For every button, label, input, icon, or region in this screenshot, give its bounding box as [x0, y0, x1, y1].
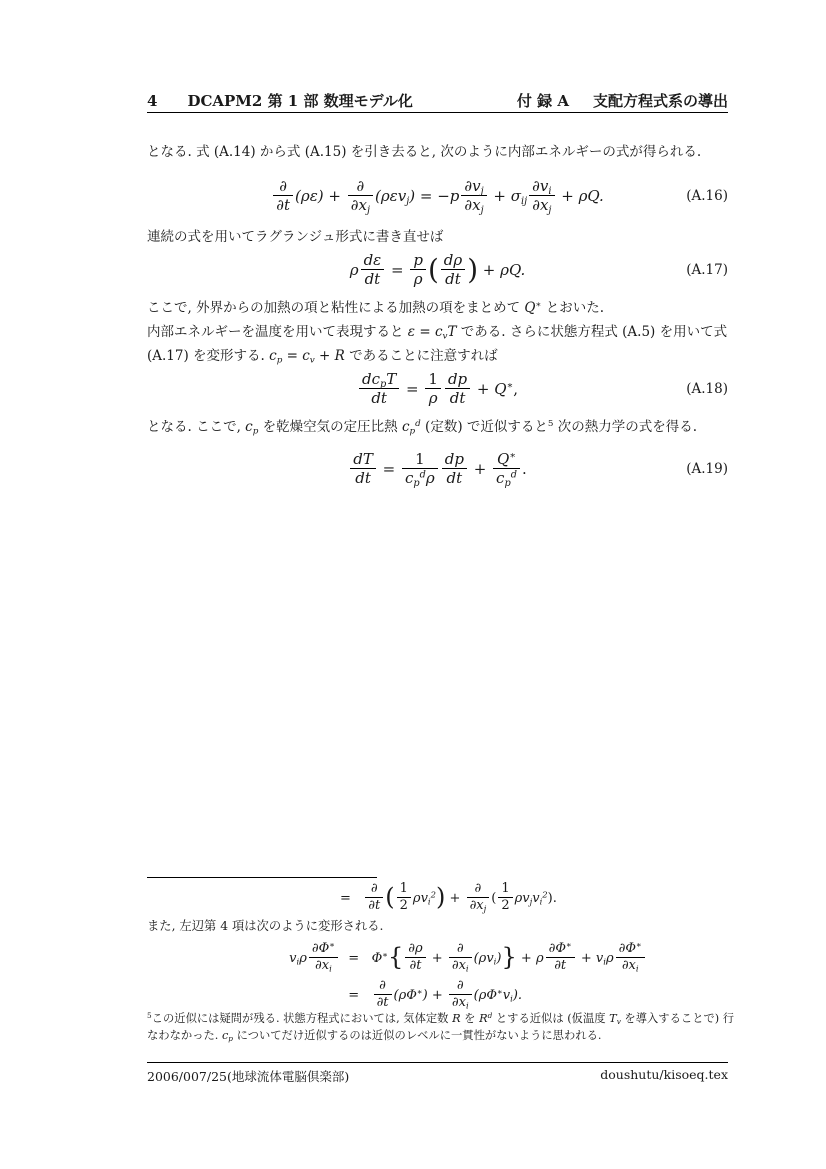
equation-number-a16: (A.16): [686, 188, 728, 204]
math-token: $\partial x_i$: [315, 958, 332, 974]
fraction: [405, 942, 425, 973]
math-token: p: [413, 251, 423, 270]
math-token: ∂t: [368, 898, 381, 913]
equation-a18: [147, 367, 728, 411]
math-token: を導入することで) 行: [620, 1012, 735, 1025]
math-token: $\partial v_j$: [464, 177, 484, 198]
math-token: ∂: [379, 978, 386, 994]
math-token: である. さらに状態方程式 (A.5) を用いて式: [456, 324, 728, 340]
math-token: dt: [371, 389, 387, 407]
footer-rule: [147, 1062, 728, 1063]
math-token: =: [282, 348, 303, 364]
fraction: [397, 882, 411, 913]
fraction: [442, 451, 467, 487]
math-token: (: [491, 890, 497, 906]
math-token: ρ: [425, 469, 435, 487]
math-token: となる. ここで,: [147, 419, 246, 435]
math-token: ∂: [456, 978, 464, 994]
math-token: (ρΦ∗: [473, 985, 503, 1003]
equation-number-a17: (A.17): [686, 262, 728, 278]
math-token: (ρεv$_j$: [374, 187, 410, 207]
header-rule: [147, 112, 728, 113]
math-token: Φ∗: [371, 948, 388, 966]
math-token: ∂ρ: [408, 941, 423, 957]
math-token: ∂t: [376, 995, 389, 1010]
math-token: +: [323, 187, 346, 205]
math-token: dt: [445, 270, 461, 288]
math-token: $c_p$: [269, 348, 283, 366]
equation-number-a18: (A.18): [686, 381, 728, 397]
fraction: [359, 371, 399, 407]
math-token: +: [468, 460, 492, 478]
math-token: $c_v$: [302, 348, 315, 366]
math-token: についてだけ近似するのは近似のレベルに一貫性がないように思われる.: [233, 1029, 602, 1042]
footnote-derivation-row-2: [147, 977, 728, 1013]
math-token: +: [576, 950, 596, 966]
math-token: ∂: [356, 177, 365, 196]
fraction: [441, 252, 465, 288]
math-token: (A.17) を変形する.: [147, 348, 270, 364]
fraction: [410, 252, 426, 288]
math-token: $v_i$: [502, 987, 513, 1004]
math-token: dT: [353, 450, 373, 469]
math-token: $v_i$: [595, 950, 606, 967]
math-token: +: [556, 187, 579, 205]
math-token: $c_p$: [221, 1029, 233, 1044]
footnote-derivation-rhs-2: [340, 979, 522, 1010]
math-token: $v_i$: [289, 950, 300, 967]
math-token: を: [460, 1012, 480, 1025]
math-token: (: [385, 883, 395, 912]
math-token: (ρε): [295, 187, 324, 205]
math-token: Q∗: [497, 450, 516, 469]
header-right: [517, 90, 728, 111]
math-token: $\partial v_i$: [532, 177, 552, 198]
math-token: ∂Φ∗: [311, 939, 335, 957]
math-token: 5: [147, 1010, 152, 1020]
math-token: ∂: [370, 881, 378, 897]
appendix-label: 付 録 A: [516, 92, 569, 110]
math-token: $\partial x_j$: [469, 898, 487, 914]
fraction: [348, 178, 373, 214]
footnote-rule: [147, 877, 377, 878]
math-token: ).: [547, 890, 557, 906]
paragraph-dry-air: [147, 417, 728, 437]
math-token: なわなかった.: [147, 1029, 222, 1042]
math-token: $v_i^2$: [532, 888, 548, 907]
equation-a19-body: [348, 451, 526, 487]
math-token: 内部エネルギーを温度を用いて表現すると: [147, 324, 408, 340]
fraction: [467, 882, 490, 913]
math-token: ): [409, 187, 416, 205]
math-token: dt: [449, 389, 466, 407]
math-token: $c_p^d$: [404, 469, 426, 489]
fraction: [273, 178, 293, 214]
math-token: この近似には疑問が残る. 状態方程式においては, 気体定数: [151, 1012, 453, 1025]
math-token: $\partial x_i$: [451, 958, 469, 974]
math-token: $c_p^d$: [401, 419, 421, 437]
paragraph-internal-energy: [147, 322, 728, 342]
math-token: ρ: [428, 389, 438, 407]
math-token: 1: [415, 450, 425, 469]
math-token: ): [496, 950, 502, 966]
math-token: 連続の式を用いてラグランジュ形式に書き直せば: [147, 229, 444, 245]
math-token: $\partial x_j$: [532, 196, 552, 216]
equation-a18-body: [357, 371, 518, 407]
math-token: を乾燥空気の定圧比熱: [258, 419, 402, 435]
math-token: Q∗: [524, 300, 542, 316]
math-token: $dc_p$: [362, 370, 387, 391]
math-token: dt: [446, 469, 463, 487]
math-token: ∂: [474, 881, 482, 897]
math-token: (: [427, 252, 439, 286]
math-token: dε: [363, 251, 382, 270]
math-token: ∂t: [554, 958, 567, 973]
math-token: −p: [437, 187, 460, 205]
equation-a17: [147, 245, 728, 295]
math-token: ε: [407, 324, 416, 340]
fraction: [445, 371, 470, 407]
math-token: とおいた.: [541, 300, 605, 316]
fraction: [309, 939, 338, 974]
math-token: =: [415, 187, 438, 205]
math-token: +: [488, 187, 511, 205]
math-token: 2: [501, 898, 510, 913]
appendix-title: 支配方程式系の導出: [592, 92, 728, 110]
math-token: ρ: [605, 950, 614, 966]
math-token: $\sigma_{ij}$: [510, 187, 528, 207]
math-token: ∂: [456, 941, 464, 957]
fraction: [493, 451, 520, 487]
math-token: ∂Φ∗: [548, 939, 572, 957]
math-token: $c_p^d$: [496, 469, 517, 489]
footnote-derivation-row-1: [147, 936, 728, 980]
paragraph-qstar: [147, 298, 728, 318]
fraction: [616, 939, 645, 974]
math-token: ρQ.: [500, 261, 526, 279]
math-token: ρ: [535, 950, 544, 966]
math-token: =: [401, 380, 424, 398]
page-footer: [147, 1067, 728, 1085]
math-token: ∂t: [276, 196, 291, 214]
math-token: +: [445, 890, 465, 906]
footnote-5-line-2: [147, 1027, 728, 1043]
page-number: 4: [147, 92, 158, 110]
math-token: 次の熱力学の式を得る.: [553, 419, 698, 435]
fraction: [361, 252, 385, 288]
math-token: +: [427, 987, 447, 1003]
math-token: ,: [513, 380, 518, 398]
fraction: [425, 371, 441, 407]
footer-date: 2006/007/25(地球流体電脳倶楽部): [147, 1069, 350, 1084]
equation-a17-body: [350, 252, 526, 288]
math-token: Q∗: [494, 380, 514, 398]
math-token: +: [427, 950, 447, 966]
math-token: =: [386, 261, 409, 279]
math-token: 2: [399, 898, 408, 913]
math-token: 1: [501, 881, 510, 897]
math-token: ρ: [349, 261, 359, 279]
math-token: ): [467, 252, 479, 286]
footnote-derivation-lhs: [147, 939, 340, 974]
math-token: =: [340, 950, 372, 966]
math-token: また, 左辺第 4 項は次のように変形される.: [147, 919, 384, 933]
math-token: ρ: [413, 270, 423, 288]
math-token: ρQ.: [578, 187, 604, 205]
footnote-5-line-1: [147, 1010, 735, 1027]
paragraph-cp-note: [147, 346, 728, 366]
math-token: {: [387, 943, 404, 972]
math-token: ).: [512, 987, 523, 1003]
math-token: +: [472, 380, 495, 398]
fraction: [498, 882, 512, 913]
math-token: 1: [428, 370, 438, 389]
math-token: $\rho v_i^2$: [412, 888, 436, 907]
equation-a19: [147, 443, 728, 495]
math-token: +: [516, 950, 536, 966]
math-token: +: [314, 348, 335, 364]
math-token: ∂t: [409, 958, 422, 973]
math-token: $\partial x_j$: [464, 196, 484, 216]
math-token: 1: [399, 881, 408, 897]
header-left: [147, 90, 413, 111]
paragraph-intro: [147, 142, 728, 162]
math-token: $\rho v_j$: [514, 890, 533, 907]
math-token: +: [478, 261, 501, 279]
footnote-derivation-rhs-1: [340, 939, 647, 974]
math-token: T: [386, 370, 397, 389]
math-token: dρ: [443, 251, 463, 270]
math-token: ($\rho v_i$: [473, 950, 497, 967]
math-token: であることに注意すれば: [344, 348, 498, 364]
math-token: ): [436, 883, 446, 912]
fraction: [449, 979, 472, 1010]
math-token: ρ: [299, 950, 307, 966]
footnote-text: [147, 916, 728, 934]
fraction: [546, 939, 575, 973]
math-token: $c_p$: [245, 419, 259, 437]
math-token: =: [340, 987, 372, 1003]
math-token: .: [521, 460, 527, 478]
fraction: [461, 178, 486, 214]
fraction: [365, 882, 383, 913]
math-token: とする近似は (仮温度: [492, 1012, 610, 1025]
math-token: T: [447, 324, 457, 340]
fraction: [449, 942, 472, 973]
math-token: (定数) で近似すると: [420, 419, 548, 435]
math-token: dp: [447, 370, 468, 389]
equation-a16: [147, 170, 728, 222]
equation-number-a19: (A.19): [686, 461, 728, 477]
math-token: ∂: [279, 177, 288, 196]
fraction: [529, 178, 554, 214]
math-token: $\partial x_i$: [621, 958, 639, 974]
math-token: $\partial x_j$: [350, 196, 370, 216]
math-token: 5: [547, 419, 554, 430]
math-token: (ρΦ∗: [393, 985, 423, 1003]
math-token: ): [422, 987, 428, 1003]
math-token: =: [340, 890, 364, 906]
math-token: =: [415, 324, 435, 340]
math-token: =: [377, 460, 400, 478]
math-token: ここで, 外界からの加熱の項と粘性による加熱の項をまとめて: [147, 300, 525, 316]
math-token: dt: [355, 469, 371, 487]
footnote-continued-equation: [147, 879, 728, 917]
page-header: [147, 90, 728, 111]
math-token: $c_v$: [434, 324, 448, 342]
math-token: $\partial x_i$: [451, 995, 469, 1011]
fraction: [402, 451, 438, 487]
math-token: $T_v$: [609, 1012, 621, 1027]
fraction: [350, 451, 376, 487]
math-token: }: [501, 943, 517, 972]
chapter-title: DCAPM2 第 1 部 数理モデル化: [187, 92, 413, 110]
math-token: ∂Φ∗: [618, 939, 642, 957]
math-token: となる. 式 (A.14) から式 (A.15) を引き去ると, 次のように内部エネルギーの式が得られる.: [147, 144, 702, 160]
math-token: R: [452, 1012, 461, 1025]
paragraph-lagrange: [147, 227, 728, 247]
equation-a16-body: [271, 178, 604, 214]
footer-filename: doushutu/kisoeq.tex: [600, 1067, 728, 1082]
fraction: [374, 979, 392, 1010]
math-token: dp: [444, 450, 464, 469]
math-token: R: [334, 348, 345, 364]
math-token: dt: [364, 270, 381, 288]
math-token: $R^d$: [479, 1010, 493, 1025]
